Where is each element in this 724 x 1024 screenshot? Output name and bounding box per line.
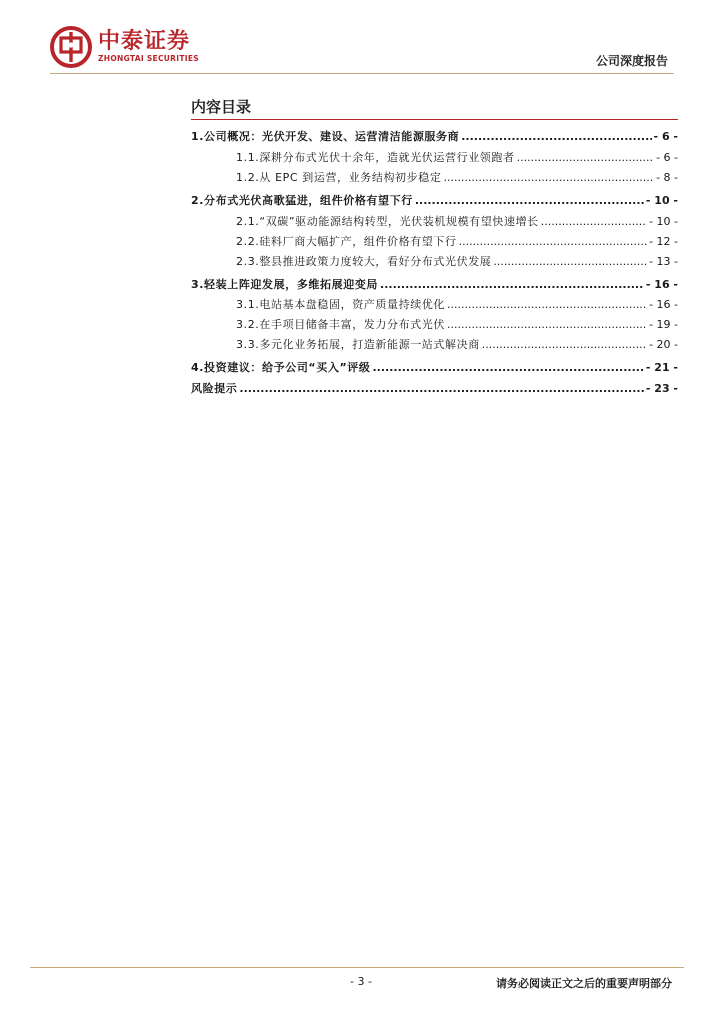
toc-entry-page: - 6 -: [656, 150, 678, 164]
logo-chinese-name: 中泰证券: [98, 29, 191, 54]
toc-entry-label: 3.3.多元化业务拓展，打造新能源一站式解决商: [236, 338, 480, 352]
toc-entry-page: - 13 -: [649, 254, 678, 268]
toc-leader-dots: [541, 215, 647, 228]
toc-entry-1-2[interactable]: [191, 169, 678, 189]
toc-leader-dots: [443, 171, 654, 184]
toc-entry-label: 2.2.硅料厂商大幅扩产，组件价格有望下行: [236, 234, 457, 248]
toc-leader-dots: [482, 338, 647, 351]
toc-entry-label: 2.分布式光伏高歌猛进，组件价格有望下行: [191, 193, 413, 207]
toc-entry-label: 1.1.深耕分布式光伏十余年，造就光伏运营行业领跑者: [236, 150, 515, 164]
toc-entry-risk[interactable]: [191, 380, 678, 401]
toc-entry-2-2[interactable]: [191, 233, 678, 253]
disclaimer-note: 请务必阅读正文之后的重要声明部分: [496, 977, 672, 990]
toc-entry-page: - 19 -: [649, 318, 678, 332]
toc-entry-label: 1.2.从 EPC 到运营，业务结构初步稳定: [236, 170, 442, 184]
toc-entry-page: - 23 -: [645, 382, 678, 396]
zhongtai-logo-icon: [50, 26, 92, 68]
toc-entry-page: - 16 -: [645, 277, 678, 291]
toc-leader-dots: [447, 318, 647, 331]
toc-entry-page: - 16 -: [649, 298, 678, 312]
toc-entry-page: - 6 -: [653, 130, 678, 143]
report-type-label: 公司深度报告: [595, 54, 668, 68]
toc-entry-2-1[interactable]: [191, 213, 678, 233]
toc-leader-dots: [517, 151, 654, 164]
table-of-contents: [191, 128, 678, 401]
toc-entry-page: - 8 -: [656, 170, 678, 184]
toc-entry-label: 4.投资建议：给予公司“买入”评级: [191, 361, 371, 375]
toc-leader-dots: [373, 361, 644, 374]
toc-leader-dots: [459, 235, 647, 248]
toc-entry-page: - 10 -: [645, 193, 678, 207]
toc-entry-label: 1.公司概况：光伏开发、建设、运营清洁能源服务商: [191, 130, 460, 143]
toc-entry-page: - 12 -: [649, 234, 678, 248]
logo-english-name: ZHONGTAI SECURITIES: [98, 54, 199, 63]
toc-entry-label: 2.1.“双碳”驱动能源结构转型，光伏装机规模有望快速增长: [236, 214, 539, 228]
toc-entry-label: 3.2.在手项目储备丰富，发力分布式光伏: [236, 318, 445, 332]
toc-leader-dots: [447, 298, 647, 311]
toc-leader-dots: [461, 130, 651, 143]
toc-entry-3-3[interactable]: [191, 336, 678, 356]
toc-entry-label: 3.1.电站基本盘稳固，资产质量持续优化: [236, 298, 445, 312]
toc-entry-label: 风险提示: [191, 382, 238, 396]
toc-entry-3-1[interactable]: [191, 296, 678, 316]
toc-entry-4[interactable]: [191, 359, 678, 380]
header-divider: [50, 73, 674, 74]
toc-entry-label: 3.轻装上阵迎发展，多维拓展迎变局: [191, 277, 379, 291]
toc-leader-dots: [415, 194, 644, 207]
toc-leader-dots: [380, 278, 644, 291]
page-header: [0, 0, 724, 80]
toc-entry-2-3[interactable]: [191, 253, 678, 273]
toc-entry-label: 2.3.整县推进政策力度较大，看好分布式光伏发展: [236, 254, 492, 268]
toc-entry-page: - 10 -: [649, 214, 678, 228]
toc-leader-dots: [239, 382, 643, 395]
toc-entry-page: - 21 -: [645, 361, 678, 375]
toc-entry-2[interactable]: [191, 192, 678, 213]
toc-entry-page: - 20 -: [649, 338, 678, 352]
toc-title-divider: [191, 119, 678, 120]
toc-entry-3[interactable]: [191, 276, 678, 297]
toc-leader-dots: [493, 255, 647, 268]
footer-divider: [30, 967, 684, 968]
toc-title: 内容目录: [191, 98, 252, 116]
page-number: - 3 -: [350, 975, 372, 988]
toc-entry-1-1[interactable]: [191, 149, 678, 169]
company-logo: [50, 26, 199, 68]
toc-entry-1[interactable]: [191, 128, 678, 149]
toc-entry-3-2[interactable]: [191, 316, 678, 336]
